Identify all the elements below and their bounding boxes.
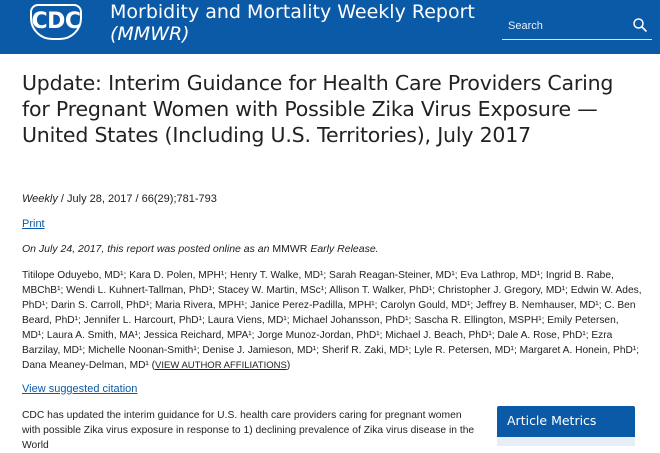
authors-text: Titilope Oduyebo, MD¹; Kara D. Polen, MPH¹; Henry T. Walke, MD¹; Sarah Reagan-Steiner, MD¹; Eva Lathrop, MD¹; Ingrid B. Rabe, MBChB¹; Wendi L. Kuhnert-Tallman, PhD¹; Stacey W. Martin, MSc¹; Allison T. Walker, PhD¹; Christopher J. Gregory, MD¹; Edwin W. Ades, PhD¹; Darin S. Carroll, PhD¹; Maria Rivera, MPH¹; Janice Perez-Padilla, MPH¹; Carolyn Gould, MD¹; Jeffrey B. Nemhauser, MD¹; C. Ben Beard, PhD¹; Jennifer L. Harcourt, PhD¹; Laura Viens, MD¹; Michael Johansson, PhD¹; Sascha R. Ellington, MSPH¹; Emily Petersen, MD¹; Laura A. Smith, MA¹; Jessica Reichard, MPA¹; Jorge Munoz-Jordan, PhD¹; Michael J. Beach, PhD¹; Dale A. Rose, PhD¹; Ezra Barzilay, MD¹; Michelle Noonan-Smith¹; Denise J. Jamieson, MD¹; Sherif R. Zaki, MD¹; Lyle R. Petersen, MD¹; Margaret A. Honein, PhD¹; Dana Meaney-Delman, MD¹ ( [22, 270, 642, 371]
meta-date-volume: / July 28, 2017 / 66(29);781-793 [57, 193, 217, 205]
view-author-affiliations-link[interactable]: VIEW AUTHOR AFFILIATIONS [155, 360, 287, 371]
early-release-note [22, 243, 379, 255]
site-header [0, 0, 660, 54]
article-metrics-title: Article Metrics [507, 413, 597, 428]
article-metrics-body [497, 437, 635, 446]
authors-close: ) [286, 360, 291, 371]
search-icon[interactable] [632, 17, 648, 33]
search-input[interactable] [508, 17, 628, 35]
article-metrics-panel[interactable] [497, 406, 635, 446]
release-mmwr: MMWR [272, 243, 311, 255]
article-header [22, 70, 652, 148]
release-prefix: On July 24, 2017, this report was posted online as an [22, 243, 273, 255]
article-meta [22, 193, 217, 205]
release-early: Early Release. [310, 243, 379, 255]
article-body-intro: CDC has updated the interim guidance for U.S. health care providers caring for pregnant women with possible Zika virus exposure in response to 1) declining prevalence of Zika virus disease in the World [22, 410, 475, 451]
article-title: Update: Interim Guidance for Health Care Providers Caring for Pregnant Women with Possible Zika Virus Exposure — United States (Including U.S. Territories), July 2017 [22, 71, 614, 147]
print-link[interactable]: Print [22, 218, 45, 230]
publication-title[interactable] [110, 1, 475, 45]
author-list [22, 268, 642, 373]
publication-title-line1: Morbidity and Mortality Weekly Report [110, 1, 475, 23]
meta-weekly: Weekly [22, 193, 58, 205]
publication-title-abbrev: (MMWR) [110, 23, 190, 45]
cdc-logo[interactable] [30, 4, 82, 40]
cdc-logo-text: CDC [31, 9, 81, 34]
view-suggested-citation-link[interactable]: View suggested citation [22, 383, 138, 395]
search-box [502, 12, 652, 40]
